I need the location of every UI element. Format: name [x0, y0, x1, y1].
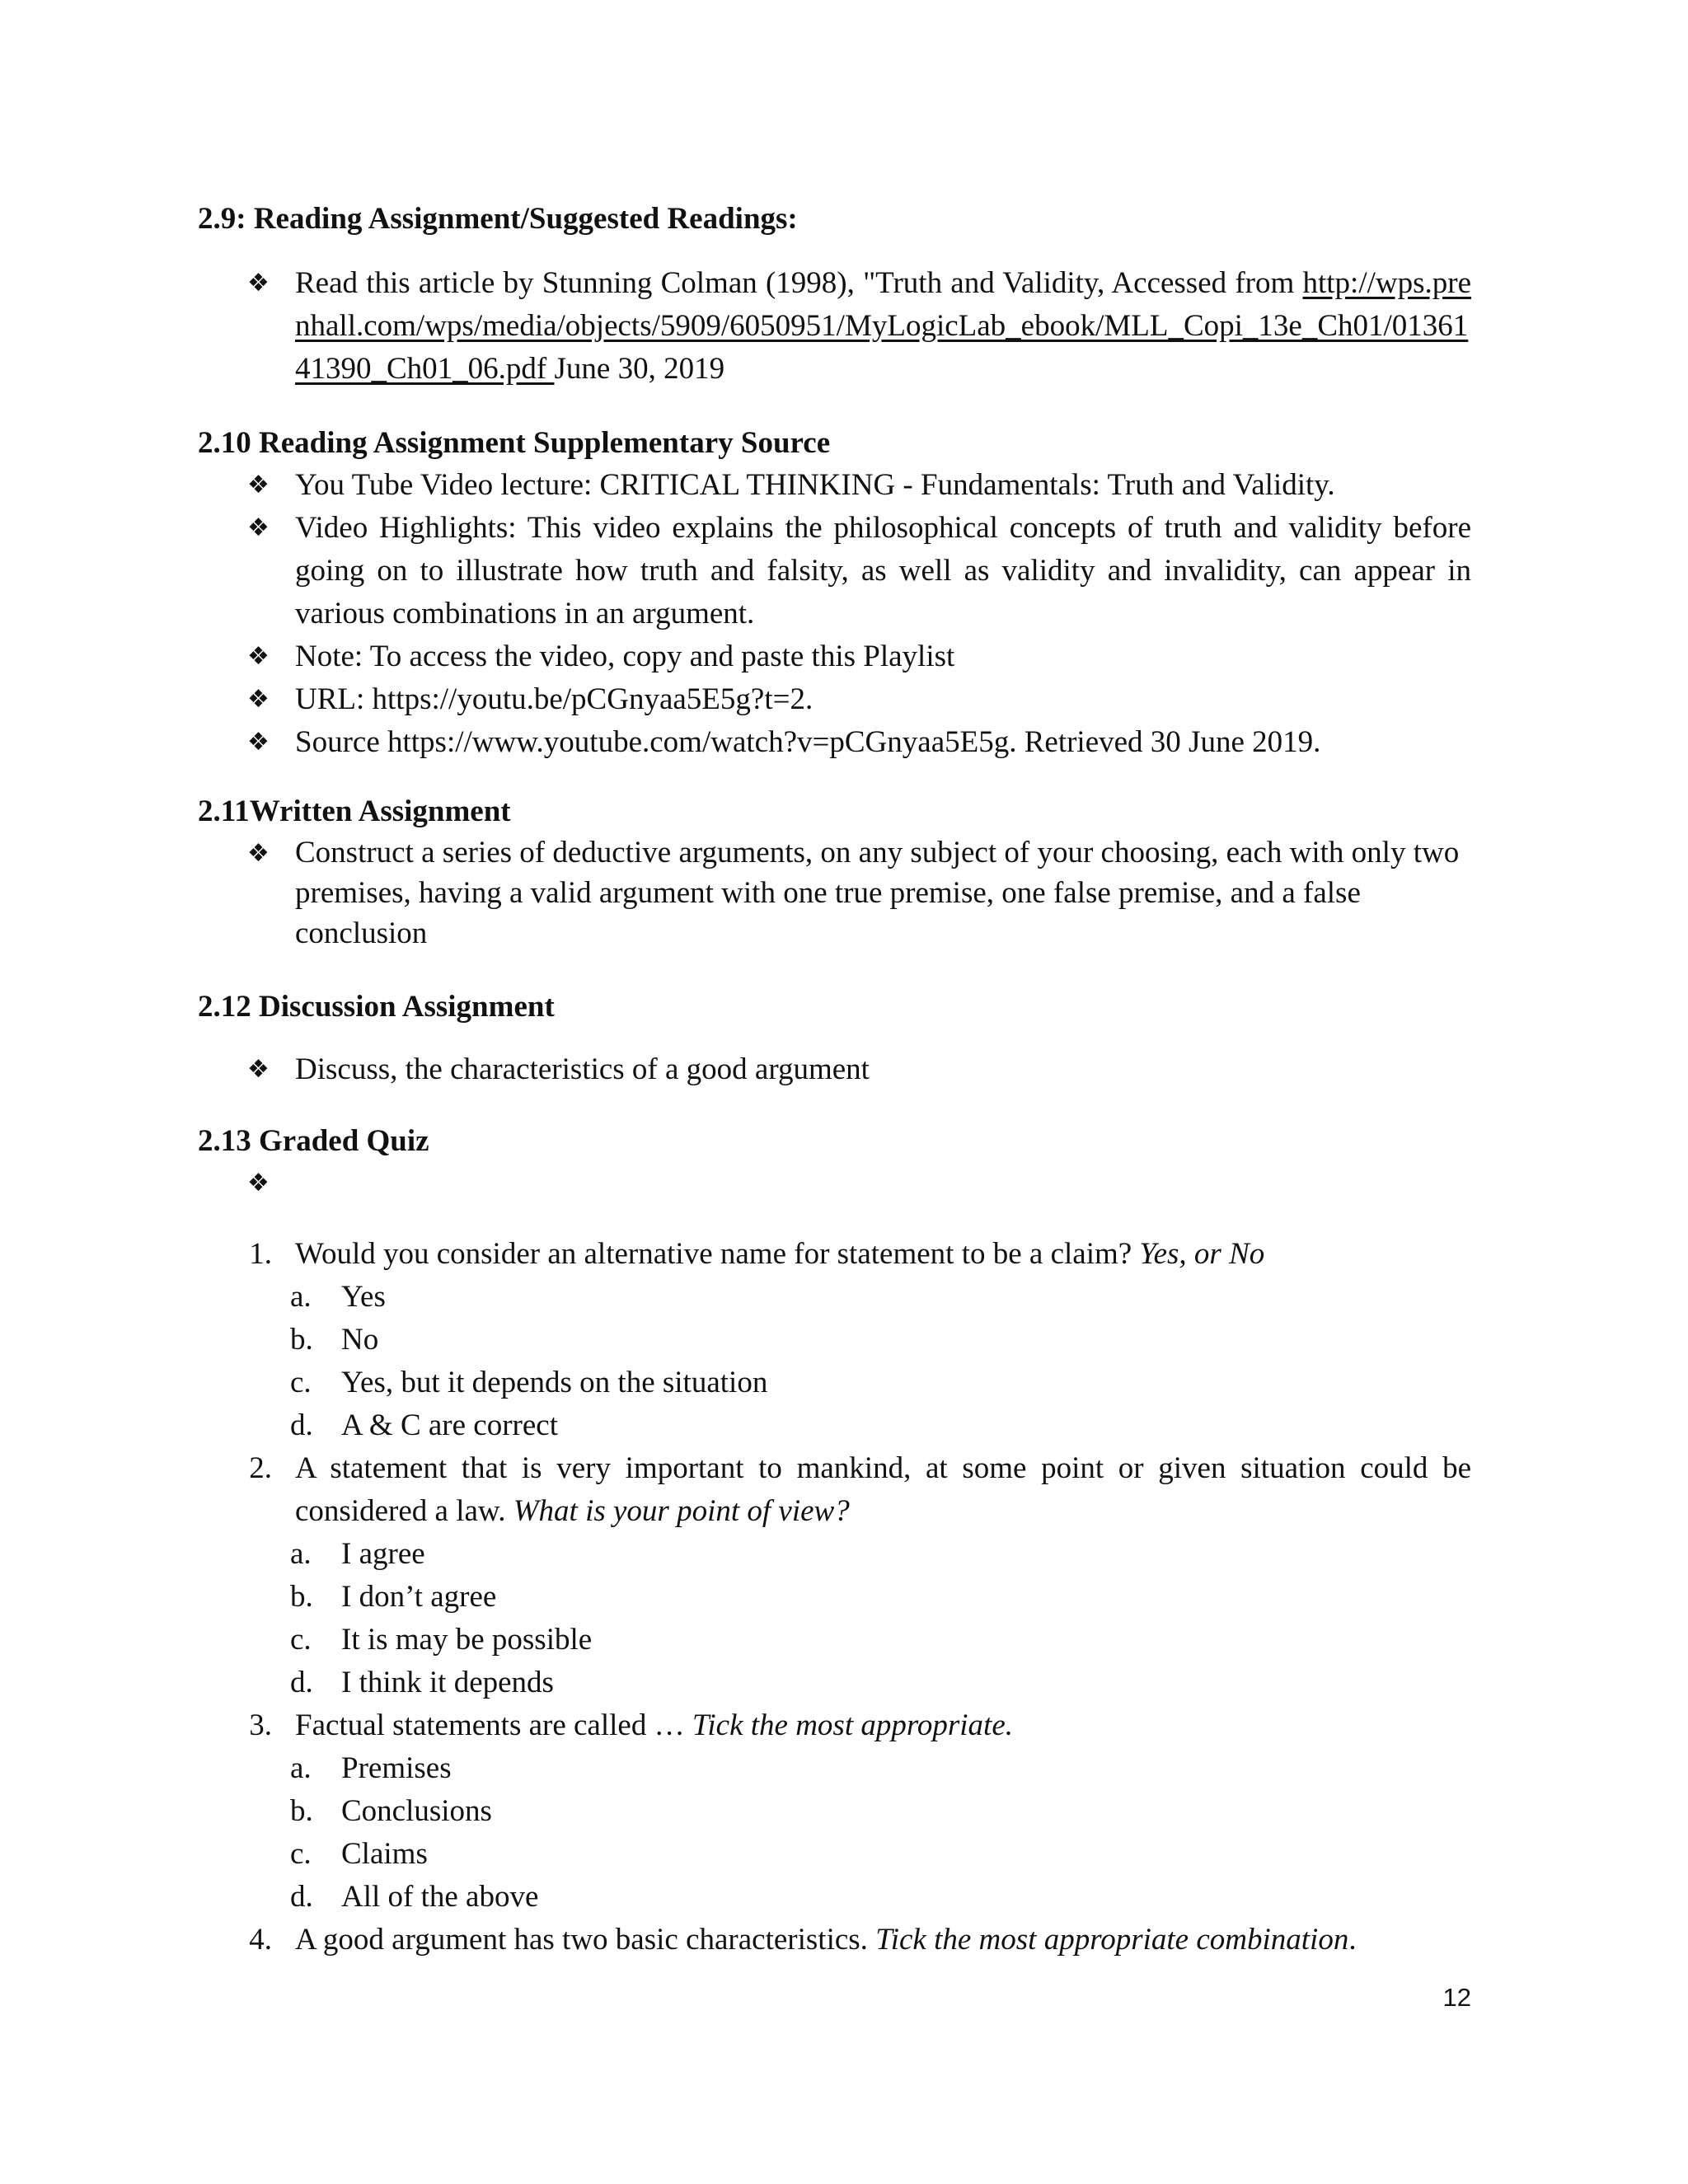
option-text: No [341, 1323, 379, 1357]
option-text: I don’t agree [341, 1580, 497, 1614]
option-letter: b. [290, 1323, 313, 1357]
page-number: 12 [1442, 1983, 1471, 2012]
bullet-text: Note: To access the video, copy and paste this Playlist [295, 640, 955, 673]
bullet-access-note [247, 635, 1471, 678]
four-diamond-bullet-icon: ❖ [247, 685, 270, 714]
option-letter: c. [290, 1623, 312, 1657]
question-text: Factual statements are called … [295, 1708, 692, 1742]
section-heading-2-13: 2.13 Graded Quiz [198, 1124, 429, 1158]
quiz-option[interactable] [290, 1404, 558, 1447]
question-number: 3. [249, 1708, 272, 1742]
option-letter: d. [290, 1408, 313, 1442]
question-instruction: Yes, or No [1139, 1237, 1265, 1271]
option-text: Conclusions [341, 1794, 492, 1828]
bullet-text: Video Highlights: This video explains the philosophical concepts of truth and validity before going on to illustrate how truth and falsity, as well as validity and invalidity, can appear in various combinations in an argument. [295, 511, 1471, 630]
question-tail: . [1348, 1923, 1357, 1957]
option-letter: a. [290, 1537, 312, 1571]
section-heading-2-11: 2.11Written Assignment [198, 794, 511, 828]
bullet-text: URL: https://youtu.be/pCGnyaa5E5g?t=2. [295, 682, 814, 716]
bullet-text: Read this article by Stunning Colman (1998), "Truth and Validity, Accessed from [295, 266, 1295, 300]
bullet-discussion [247, 1048, 1471, 1091]
option-letter: c. [290, 1366, 312, 1399]
bullet-written-assignment [247, 832, 1471, 954]
question-instruction: Tick the most appropriate. [692, 1708, 1014, 1742]
option-text: It is may be possible [341, 1623, 593, 1657]
quiz-option[interactable] [290, 1576, 496, 1619]
quiz-option[interactable] [290, 1619, 592, 1661]
question-number: 1. [249, 1237, 272, 1271]
option-letter: a. [290, 1280, 312, 1314]
question-instruction: Tick the most appropriate combination [875, 1923, 1349, 1957]
option-text: Yes [341, 1280, 386, 1314]
option-letter: d. [290, 1880, 313, 1914]
option-text: I think it depends [341, 1666, 554, 1699]
bullet-text: Construct a series of deductive arguments, on any subject of your choosing, each with only two premises, having a valid argument with one true premise, one false premise, and a false conclusion [295, 836, 1460, 950]
quiz-question-3 [239, 1704, 1471, 1747]
quiz-option[interactable] [290, 1533, 425, 1576]
four-diamond-bullet-icon: ❖ [247, 728, 270, 757]
bullet-text: Discuss, the characteristics of a good argument [295, 1052, 870, 1086]
section-heading-2-9: 2.9: Reading Assignment/Suggested Readings: [198, 202, 798, 236]
option-text: Yes, but it depends on the situation [341, 1366, 768, 1399]
question-number: 4. [249, 1923, 272, 1957]
option-text: Claims [341, 1837, 428, 1871]
quiz-option[interactable] [290, 1876, 538, 1919]
article-link[interactable]: http://wps.prenhall.com/wps/media/objects/5909/6050951/MyLogicLab_ebook/MLL_Copi_13e_Ch01/0136141390_Ch01_06.pdf [295, 266, 1471, 386]
option-letter: d. [290, 1666, 313, 1699]
four-diamond-bullet-icon: ❖ [247, 1169, 270, 1197]
option-letter: b. [290, 1580, 313, 1614]
bullet-url [247, 678, 1471, 721]
quiz-option[interactable] [290, 1790, 492, 1833]
quiz-option[interactable] [290, 1747, 452, 1790]
access-date: June 30, 2019 [554, 352, 725, 386]
bullet-text: Source https://www.youtube.com/watch?v=pCGnyaa5E5g. Retrieved 30 June 2019. [295, 725, 1321, 759]
question-number: 2. [249, 1451, 272, 1485]
quiz-question-1 [239, 1233, 1471, 1276]
bullet-video-highlights [247, 507, 1471, 635]
option-letter: b. [290, 1794, 313, 1828]
section-heading-2-10: 2.10 Reading Assignment Supplementary Source [198, 426, 831, 460]
quiz-question-4 [239, 1919, 1471, 1961]
question-text: A statement that is very important to mankind, at some point or given situation could be considered a law. [295, 1451, 1471, 1528]
quiz-option[interactable] [290, 1276, 386, 1319]
option-text: Premises [341, 1751, 452, 1785]
option-text: A & C are correct [341, 1408, 558, 1442]
four-diamond-bullet-icon: ❖ [247, 642, 270, 671]
quiz-option[interactable] [290, 1661, 554, 1704]
bullet-source [247, 721, 1471, 764]
question-text: A good argument has two basic characteristics. [295, 1923, 876, 1957]
quiz-option[interactable] [290, 1833, 428, 1876]
option-letter: a. [290, 1751, 312, 1785]
question-instruction: What is your point of view? [513, 1494, 850, 1528]
option-text: I agree [341, 1537, 425, 1571]
bullet-video-lecture [247, 464, 1471, 507]
option-letter: c. [290, 1837, 312, 1871]
four-diamond-bullet-icon: ❖ [247, 269, 270, 298]
question-text: Would you consider an alternative name for statement to be a claim? [295, 1237, 1140, 1271]
option-text: All of the above [341, 1880, 539, 1914]
quiz-option[interactable] [290, 1361, 767, 1404]
bullet-reading-article [247, 262, 1471, 391]
quiz-question-2 [239, 1447, 1471, 1533]
four-diamond-bullet-icon: ❖ [247, 1055, 270, 1084]
bullet-text: You Tube Video lecture: CRITICAL THINKING - Fundamentals: Truth and Validity. [295, 468, 1335, 502]
four-diamond-bullet-icon: ❖ [247, 513, 270, 542]
section-heading-2-12: 2.12 Discussion Assignment [198, 990, 555, 1024]
quiz-option[interactable] [290, 1319, 378, 1361]
four-diamond-bullet-icon: ❖ [247, 839, 270, 868]
four-diamond-bullet-icon: ❖ [247, 471, 270, 499]
